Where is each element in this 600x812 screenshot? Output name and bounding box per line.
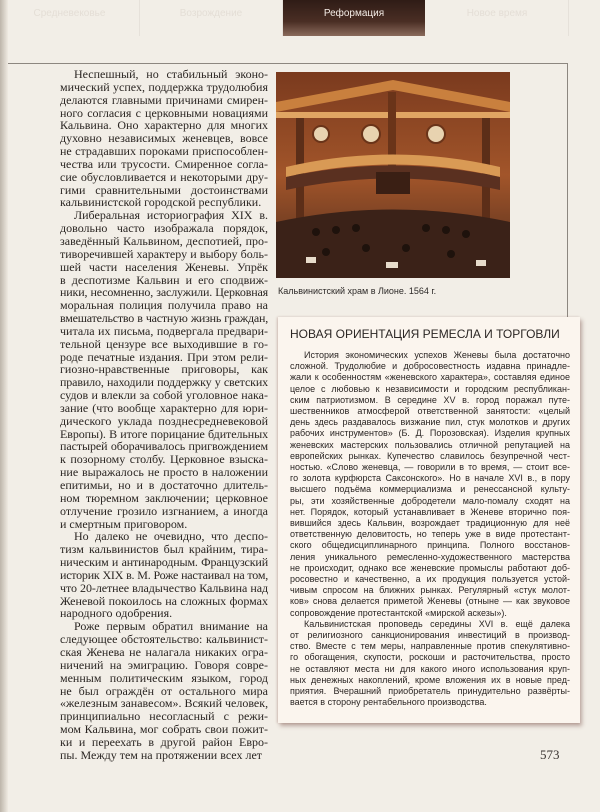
text-line: не страдавших пороками приспособлен- — [60, 144, 268, 159]
text-line: История экономических успехов Женевы была достаточно — [304, 350, 570, 360]
text-line: к позорному столбу. Церковное взыска- — [60, 452, 268, 467]
text-line: делаются главными причинами смирен- — [60, 92, 268, 107]
text-line: и смертным приговором. — [60, 516, 188, 531]
text-line: сопровождение протестантской «мирской аскезы»). — [290, 607, 507, 618]
book-spine-shadow — [0, 0, 8, 812]
text-line: пастырей оборачивалось пригвождением — [60, 439, 268, 454]
text-line: Неспешный, но стабильный эконо- — [74, 67, 268, 81]
text-line: ским патриотизмом. В середине XV в. город поражал путе- — [290, 394, 570, 405]
text-line: нет. Порядок, который устанавливает в Женеве вторично поя- — [290, 506, 570, 517]
text-line: ного согласия с церковными новациями — [60, 105, 268, 120]
text-line: следующее обстоятельство: кальвинист- — [60, 632, 268, 647]
text-line: не был ограждён от остального мира — [60, 683, 268, 698]
text-line: вившийся здесь Кальвин, возрождает традиционную для неё — [290, 518, 570, 529]
text-line: вается в сторону рентабельного производства. — [290, 697, 487, 708]
page-number: 573 — [540, 747, 560, 762]
text-line: пы. Между тем на протяжении всех лет — [60, 747, 263, 762]
text-line: правило, находили поддержку у светских — [60, 375, 268, 390]
text-line: го золота курфюрста Саксонского». Но в начале XVI в., в пору — [290, 473, 570, 484]
text-line: целое с любовью к независимости и городским республикан- — [290, 383, 570, 394]
text-line: приятия. Вчерашний приобретатель принудительно развёрты- — [290, 686, 570, 697]
tab-reformation[interactable]: Реформация — [283, 0, 425, 36]
text-line: мический успех, поддержка трудолюбия — [60, 79, 268, 94]
text-line: народного одобрения. — [60, 606, 173, 621]
text-line: в деспотизме Кальвин и его сподвиж- — [60, 272, 268, 287]
text-line: жали к особенностям «женевского характера», составляя единое — [290, 372, 570, 383]
text-line: рабочих инструментов» (Б. Д. Порозовская). Изделия крупных — [290, 428, 570, 439]
section-tabs — [0, 0, 600, 38]
text-line: сие обусловливается и некоторыми дру- — [60, 169, 268, 184]
sidebar-title: НОВАЯ ОРИЕНТАЦИЯ РЕМЕСЛА И ТОРГОВЛИ — [290, 327, 560, 341]
text-line: «железным занавесом». Всякий человек, — [60, 696, 269, 711]
text-line: ответственную деловитость, но теперь уже в виде протестант- — [290, 529, 570, 540]
text-line: гими сравнительными достоинствами — [60, 182, 268, 197]
text-line: ничений на эмиграцию. Говоря совре- — [60, 657, 268, 672]
text-line: го обогащения, скупости, роскоши и расточительства, просто — [290, 652, 570, 663]
text-line: ры, эти хозяйственные добродетели мало-помалу сходят на — [290, 495, 570, 506]
text-line: ных денежных накоплений, кроме вложения их в новые пред- — [290, 674, 570, 685]
text-line: не происходит, однако все женевские промыслы работают доб- — [290, 562, 570, 573]
text-line: судов и влекли за собой уголовное нака- — [60, 388, 268, 403]
paragraph — [60, 209, 268, 530]
text-line: Кальвинистская проповедь середины XVI в. ещё далека — [304, 618, 570, 629]
text-line: что 20-летнее владычество Кальвина над — [60, 580, 268, 595]
text-line: ностью. «Слово женевца, — говорили в то время, — стоит все- — [290, 462, 570, 473]
text-line: довольно часто изображала порядок, — [60, 221, 268, 236]
text-line: историк XIX в. М. Роже настаивал на том, — [60, 567, 268, 582]
text-line: ского общедисциплинарного принципа. Полного восстанов- — [290, 540, 570, 551]
text-line: чивым спросом на ближних рынках. Регулярный «стук молот- — [290, 585, 570, 596]
paragraph — [60, 68, 268, 209]
text-line: Европы). В итоге порицание бдительных — [60, 426, 268, 441]
text-line: высшего подъёма коммерциализма и ренессансной культу- — [290, 484, 570, 495]
text-line: Роже первым обратил внимание на — [74, 619, 268, 634]
text-line: ники, несомненно, заслужили. Церковная — [60, 285, 268, 300]
illustration-lyon-temple — [276, 72, 510, 278]
tab-middle-ages[interactable]: Средневековье — [0, 0, 140, 36]
text-line: тельной цензуре все выходившие в го- — [60, 336, 268, 351]
tab-renaissance[interactable]: Возрождение — [140, 0, 283, 36]
main-text-column — [60, 68, 268, 762]
paragraph — [290, 350, 570, 619]
sidebar-box — [278, 317, 580, 723]
text-line: сложной. Трудолюбие и добросовестность издавна принадле- — [290, 361, 570, 372]
text-line: от религиозного санкционирования инвестиций в производ- — [290, 630, 570, 641]
text-line: европейских рынках. Купечество славилось безупречной чест- — [290, 450, 570, 461]
text-line: тиворечившей характеру и выбору боль- — [60, 246, 268, 261]
text-line: мом Кальвина, мог собрать свои пожит- — [60, 722, 268, 737]
text-line: шественников атмосферой ответственной занятости: «целый — [290, 406, 570, 417]
text-line: моральная полиция получила право на — [60, 298, 268, 313]
text-line: вмешательство в частную жизнь граждан, — [60, 311, 268, 326]
text-line: ство. Вместе с тем меры, направленные против спекулятивно- — [290, 641, 570, 652]
text-line: ки и переехать в другой район Евро- — [60, 734, 268, 749]
text-line: зание (что вообще характерно для юри- — [60, 400, 268, 415]
text-line: ления уникального ремесленно-художественного мастерства — [290, 551, 570, 562]
frame-divider-top — [8, 63, 568, 64]
text-line: роде печатные издания. При этом рели- — [60, 349, 268, 364]
paragraph — [60, 530, 268, 620]
text-line: не оставляют места ни для какого иного использования круп- — [290, 663, 570, 674]
text-line: тизм кальвинистов был крайним, тира- — [60, 542, 268, 557]
text-line: отлучение грозило изгнанием, а иногда — [60, 503, 268, 518]
text-line: кальвинистской городской республики. — [60, 195, 262, 210]
text-line: росовестно и качественно, а их продукция пользуется устой- — [290, 574, 570, 585]
text-line: менным политическим языком, город — [60, 670, 268, 685]
text-line: ном тюремном заключении; церковное — [60, 490, 268, 505]
text-line: чества или трусости. Смиренное согла- — [60, 156, 268, 171]
text-line: Женевой покоилось на сложных формах — [60, 593, 268, 608]
text-line: дического уклада позднесредневековой — [60, 413, 268, 428]
text-line: шей части населения Женевы. Упрёк — [60, 259, 268, 274]
text-line: заведённый Кальвином, деспотией, про- — [60, 233, 268, 248]
text-line: принципиально несогласный с режи- — [60, 709, 268, 724]
text-line: гиозно-нравственные приговоры, как — [60, 362, 268, 377]
text-line: ская Женева не налагала никаких огра- — [60, 644, 268, 659]
text-line: читала их письма, подвергала предвари- — [60, 323, 268, 338]
text-line: ков» снова делается приметой Женевы (отныне — как звуковое — [290, 596, 570, 607]
text-line: духовно независимых женевцев, вовсе — [60, 131, 268, 146]
paragraph — [290, 619, 570, 709]
tab-modern-age[interactable]: Новое время — [426, 0, 569, 36]
text-line: ние выражалось не просто в наложении — [60, 465, 268, 480]
text-line: Но далеко не очевидно, что деспо- — [74, 529, 268, 544]
paragraph — [60, 620, 268, 761]
text-line: день здесь раздавалось визжание пил, стук молотков и других — [290, 417, 570, 428]
text-line: женевских мастерских пользовались отличной репутацией на — [290, 439, 570, 450]
text-line: епитимьи, но и в достаточно длитель- — [60, 478, 268, 492]
text-line: ническим и антинародным. Французский — [60, 555, 268, 570]
figure-caption: Кальвинистский храм в Лионе. 1564 г. — [278, 286, 437, 296]
text-line: Кальвина. Оно характерно для многих — [60, 118, 268, 133]
sidebar-body — [290, 350, 570, 709]
text-line: Либеральная историография XIX в. — [74, 208, 268, 223]
